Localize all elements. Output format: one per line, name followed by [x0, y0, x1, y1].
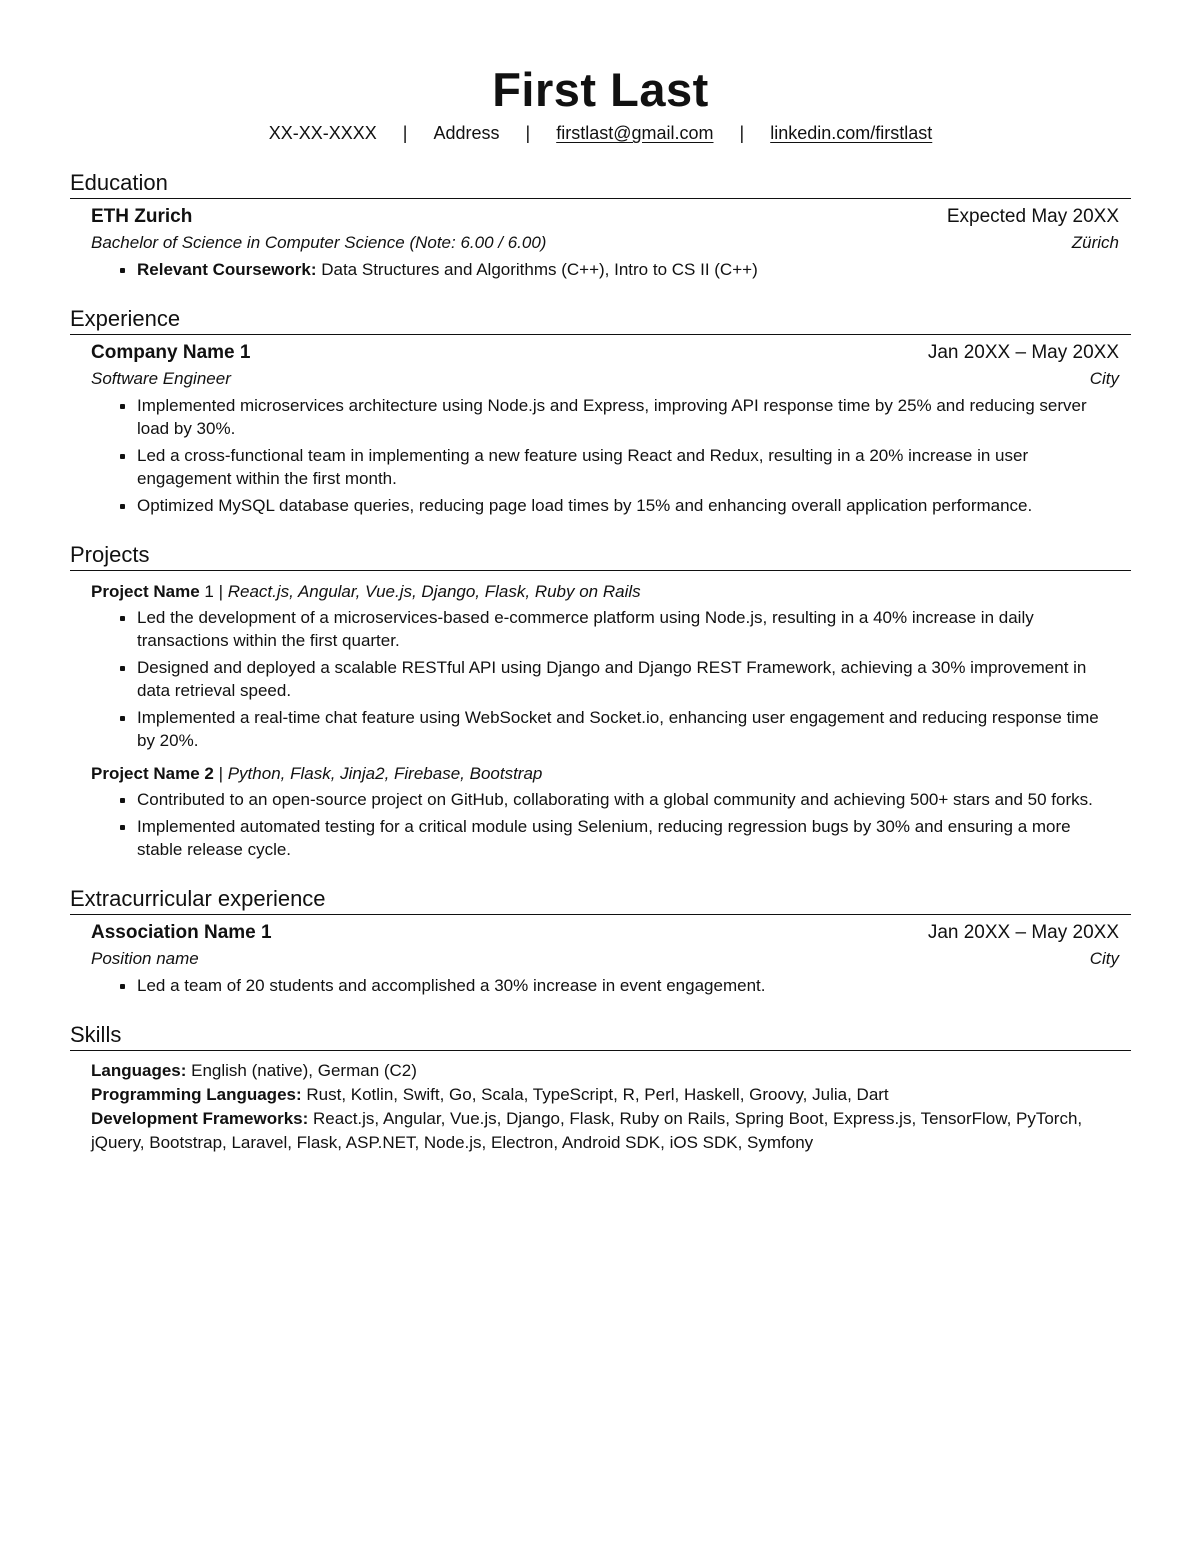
- list-item: Contributed to an open-source project on GitHub, collaborating with a global community and achieving 500+ stars and 50 forks.: [137, 788, 1119, 811]
- extracurricular-subheader-row: [91, 946, 1119, 972]
- education-header-row: [91, 204, 1119, 230]
- education-location: Zürich: [1071, 233, 1119, 252]
- coursework-label: Relevant Coursework:: [137, 260, 317, 279]
- company-name: Company Name 1: [91, 342, 251, 363]
- extracurricular-location: City: [1089, 949, 1119, 968]
- experience-header-row: [91, 340, 1119, 366]
- association-name: Association Name 1: [91, 922, 272, 943]
- experience-section: [70, 305, 1131, 517]
- list-item: Led a team of 20 students and accomplished a 30% increase in event engagement.: [137, 974, 1119, 997]
- extracurricular-section: [70, 885, 1131, 997]
- education-subheader-row: [91, 230, 1119, 256]
- project-name: Project Name 2: [91, 764, 214, 783]
- coursework-text: Data Structures and Algorithms (C++), Intro to CS II (C++): [316, 260, 758, 279]
- list-item: Led a cross-functional team in implementing a new feature using React and Redux, resulting in a 20% increase in user engagement within the first month.: [137, 444, 1119, 490]
- programming-value: Rust, Kotlin, Swift, Go, Scala, TypeScript, R, Perl, Haskell, Groovy, Julia, Dart: [301, 1085, 889, 1104]
- skills-block: [70, 1051, 1131, 1155]
- project-bullets: [91, 606, 1119, 752]
- position-name: Position name: [91, 949, 199, 968]
- section-title-education: Education: [70, 169, 1131, 199]
- experience-dates: Jan 20XX – May 20XX: [927, 342, 1119, 363]
- phone-number: XX-XX-XXXX: [268, 123, 377, 143]
- list-item: Implemented microservices architecture using Node.js and Express, improving API response time by 25% and reducing server load by 30%.: [137, 394, 1119, 440]
- project-name: Project Name: [91, 582, 200, 601]
- project-header: [91, 580, 1119, 604]
- extracurricular-entry: [70, 920, 1131, 997]
- contact-separator: |: [739, 123, 745, 143]
- project-entry-2: [70, 762, 1131, 861]
- experience-location: City: [1089, 369, 1119, 388]
- section-title-extracurricular: Extracurricular experience: [70, 885, 1131, 915]
- list-item: [137, 258, 1119, 281]
- languages-label: Languages:: [91, 1061, 187, 1080]
- section-title-experience: Experience: [70, 305, 1131, 335]
- frameworks-value: React.js, Angular, Vue.js, Django, Flask, Ruby on Rails, Spring Boot, Express.js, TensorFlow, PyTorch, jQuery, Bootstrap, Laravel, Flask, ASP.NET, Node.js, Electron, Android SDK, iOS SDK, Symfony: [91, 1109, 1083, 1152]
- linkedin-link[interactable]: linkedin.com/firstlast: [770, 123, 933, 143]
- address: Address: [433, 123, 500, 143]
- email-link[interactable]: firstlast@gmail.com: [556, 123, 714, 143]
- section-title-skills: Skills: [70, 1021, 1131, 1051]
- education-entry: [70, 204, 1131, 281]
- contact-separator: |: [525, 123, 531, 143]
- degree: Bachelor of Science in Computer Science (Note: 6.00 / 6.00): [91, 233, 547, 252]
- list-item: Optimized MySQL database queries, reducing page load times by 15% and enhancing overall application performance.: [137, 494, 1119, 517]
- education-date: Expected May 20XX: [946, 206, 1119, 227]
- experience-bullets: [91, 394, 1119, 517]
- languages-value: English (native), German (C2): [186, 1061, 417, 1080]
- project-entry-1: [70, 580, 1131, 752]
- skills-languages-line: [91, 1059, 1131, 1083]
- section-title-projects: Projects: [70, 541, 1131, 571]
- experience-entry: [70, 340, 1131, 517]
- project-name-suffix: 1 |: [199, 582, 228, 601]
- list-item: Implemented automated testing for a critical module using Selenium, reducing regression bugs by 30% and ensuring a more stable release cycle.: [137, 815, 1119, 861]
- resume-name: First Last: [492, 63, 709, 116]
- project-tech-stack: React.js, Angular, Vue.js, Django, Flask, Ruby on Rails: [227, 582, 641, 601]
- job-role: Software Engineer: [91, 369, 231, 388]
- contact-separator: |: [402, 123, 408, 143]
- contact-line: [70, 121, 1131, 145]
- extracurricular-header-row: [91, 920, 1119, 946]
- list-item: Designed and deployed a scalable RESTful API using Django and Django REST Framework, achieving a 30% improvement in data retrieval speed.: [137, 656, 1119, 702]
- project-name-suffix: |: [213, 764, 228, 783]
- education-bullets: [91, 258, 1119, 281]
- programming-label: Programming Languages:: [91, 1085, 302, 1104]
- skills-section: [70, 1021, 1131, 1155]
- frameworks-label: Development Frameworks:: [91, 1109, 309, 1128]
- skills-frameworks-line: [91, 1107, 1131, 1155]
- project-header: [91, 762, 1119, 786]
- school-name: ETH Zurich: [91, 206, 193, 227]
- education-section: [70, 169, 1131, 281]
- extracurricular-bullets: [91, 974, 1119, 997]
- experience-subheader-row: [91, 366, 1119, 392]
- list-item: Implemented a real-time chat feature using WebSocket and Socket.io, enhancing user engagement and reducing response time by 20%.: [137, 706, 1119, 752]
- skills-programming-line: [91, 1083, 1131, 1107]
- project-bullets: [91, 788, 1119, 861]
- resume-page: [70, 0, 1131, 1155]
- projects-section: [70, 541, 1131, 861]
- project-tech-stack: Python, Flask, Jinja2, Firebase, Bootstrap: [227, 764, 543, 783]
- extracurricular-dates: Jan 20XX – May 20XX: [927, 922, 1119, 943]
- list-item: Led the development of a microservices-based e-commerce platform using Node.js, resulting in a 40% increase in daily transactions within the first quarter.: [137, 606, 1119, 652]
